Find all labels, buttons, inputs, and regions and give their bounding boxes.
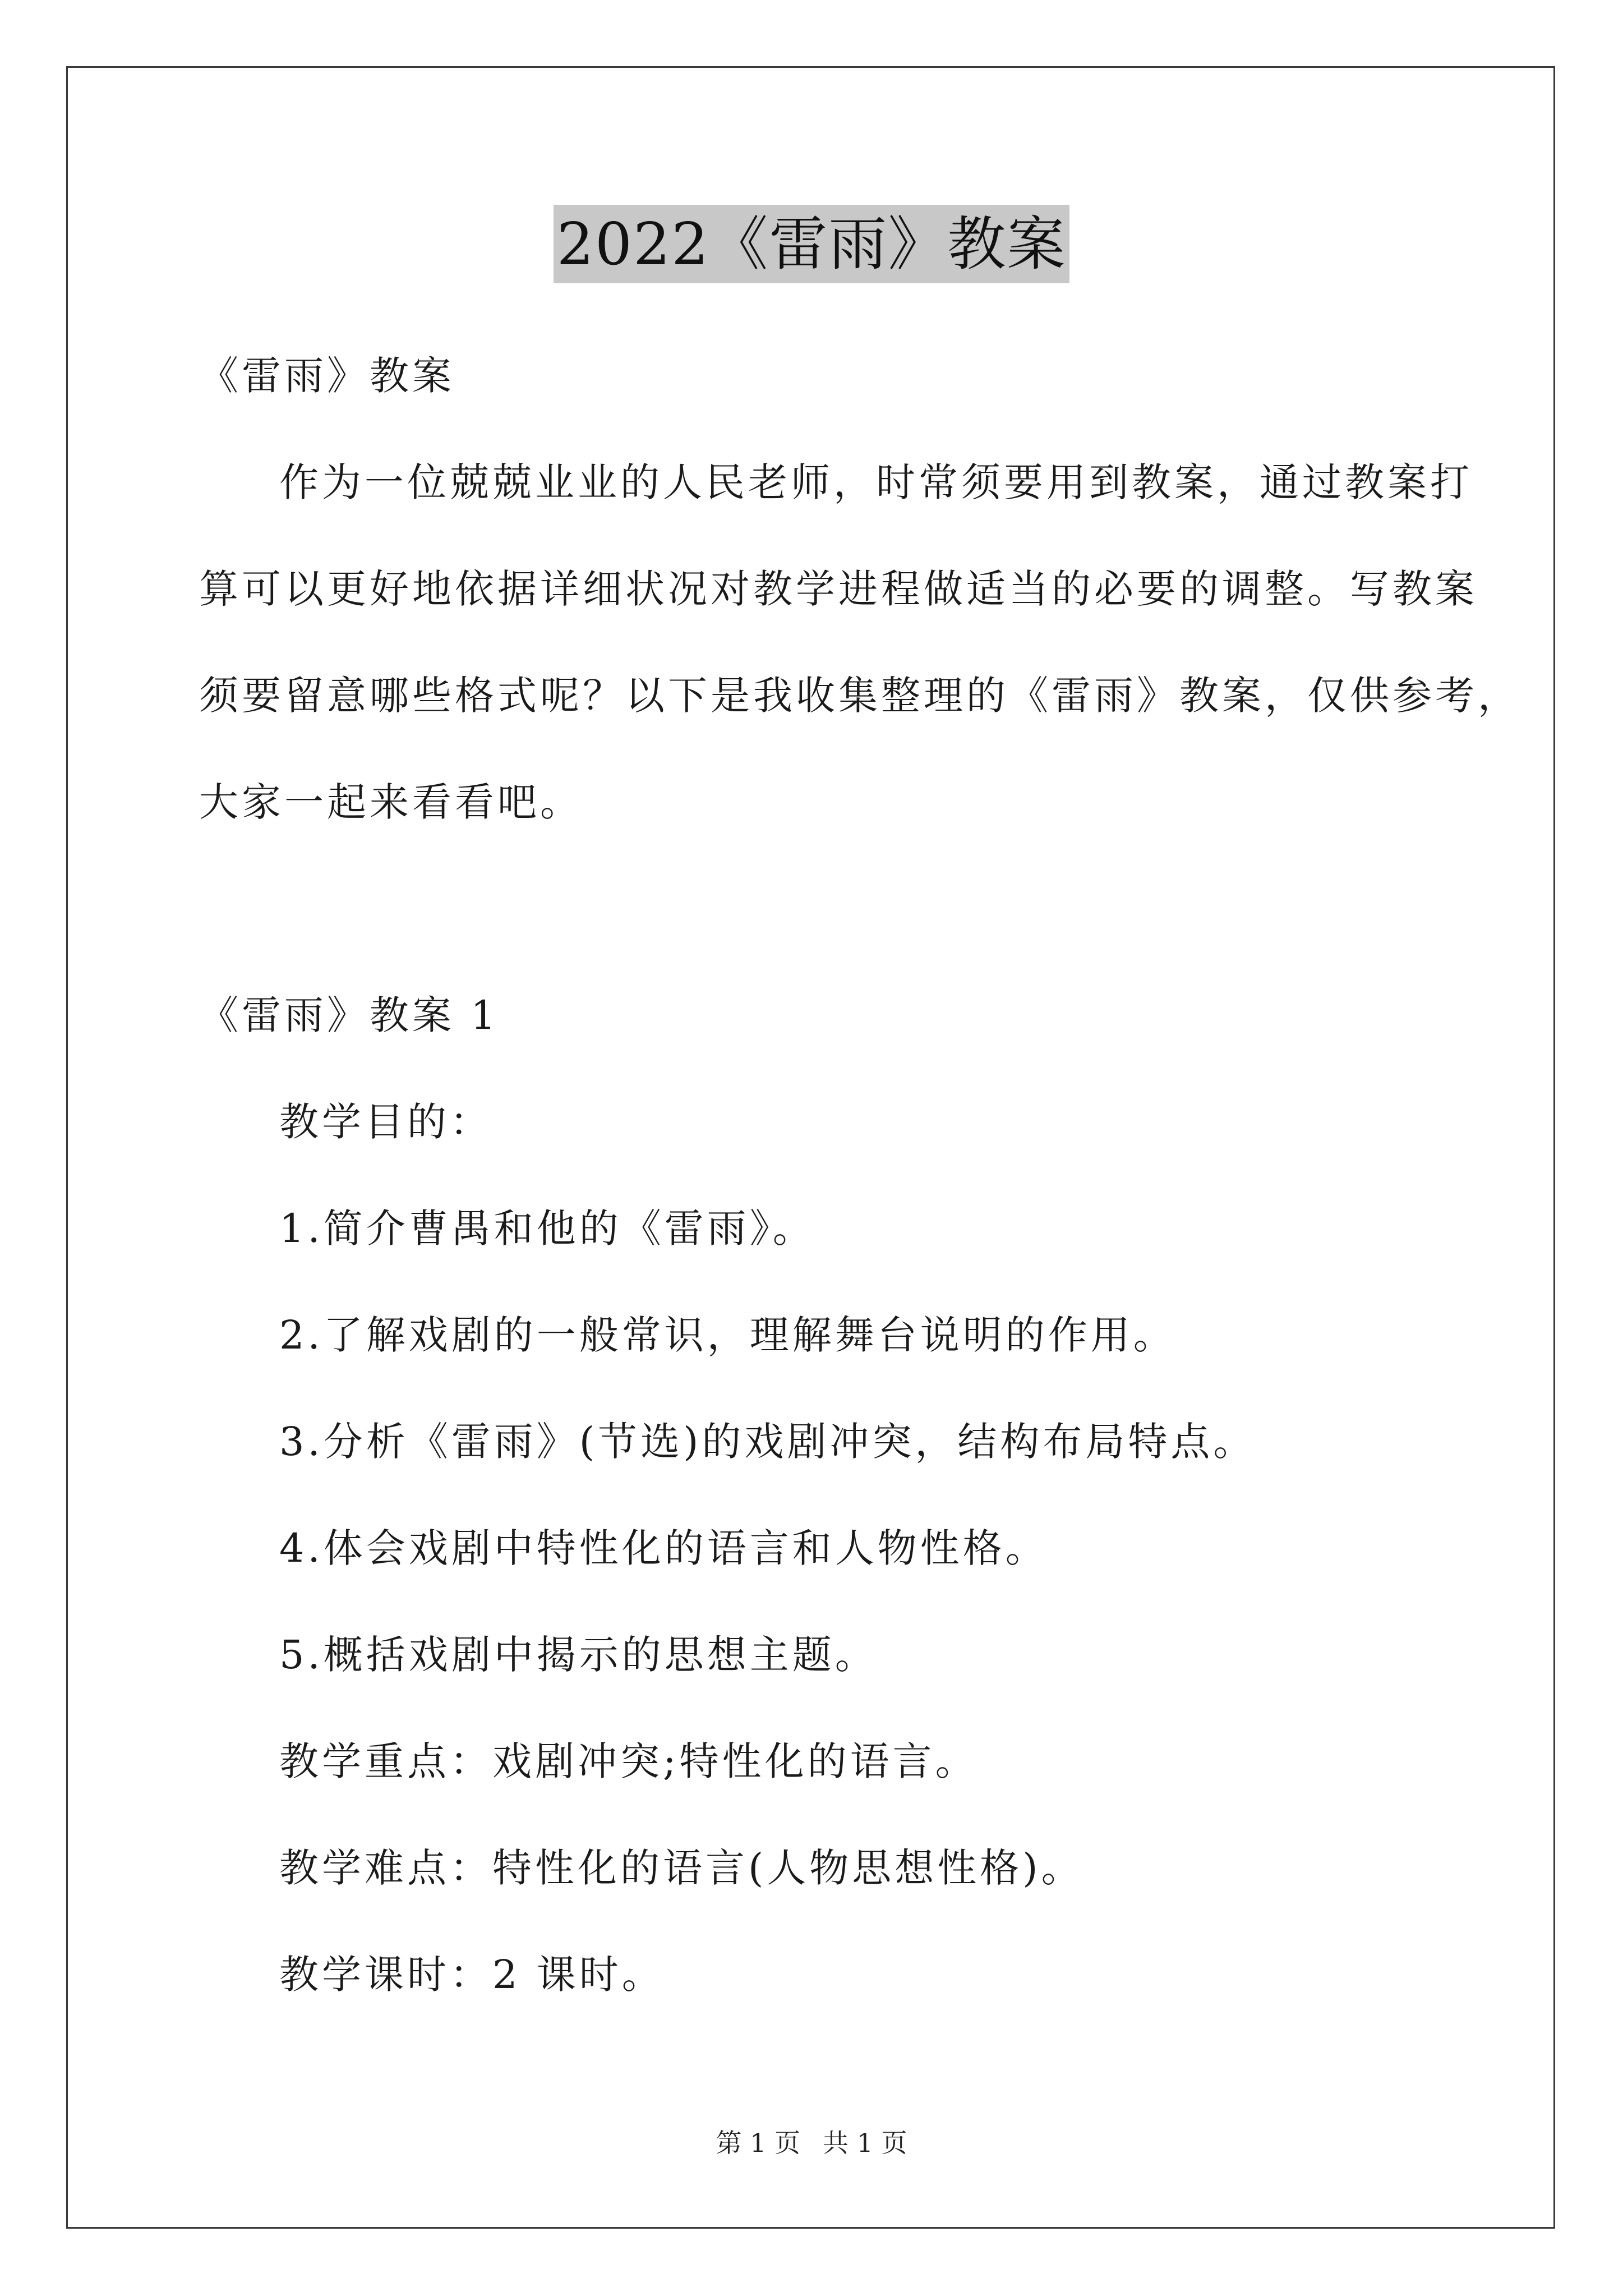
key-points: 教学重点：戏剧冲突;特性化的语言。	[279, 1738, 978, 1784]
objectives-label: 教学目的：	[279, 1099, 492, 1145]
objective-item: 5.概括戏剧中揭示的思想主题。	[279, 1632, 878, 1678]
intro-line-2: 算可以更好地依据详细状况对教学进程做适当的必要的调整。写教案	[199, 566, 1478, 612]
page-footer	[0, 2126, 1623, 2160]
objective-item: 4.体会戏剧中特性化的语言和人物性格。	[279, 1525, 1048, 1571]
document-subtitle: 《雷雨》教案	[199, 353, 455, 399]
title-container	[0, 205, 1623, 283]
page-total: 共 1 页	[823, 2128, 907, 2158]
page-number: 第 1 页	[716, 2128, 800, 2158]
intro-line-1: 作为一位兢兢业业的人民老师，时常须要用到教案，通过教案打	[279, 459, 1473, 505]
objective-item: 3.分析《雷雨》(节选)的戏剧冲突，结构布局特点。	[279, 1419, 1256, 1465]
document-title: 2022《雷雨》教案	[554, 205, 1070, 283]
intro-line-3: 须要留意哪些格式呢？以下是我收集整理的《雷雨》教案，仅供参考，	[199, 673, 1520, 719]
difficulties: 教学难点：特性化的语言(人物思想性格)。	[279, 1845, 1084, 1891]
class-hours: 教学课时：2 课时。	[279, 1952, 665, 1998]
objective-item: 2.了解戏剧的一般常识，理解舞台说明的作用。	[279, 1312, 1176, 1358]
section-heading: 《雷雨》教案 1	[199, 992, 499, 1038]
objective-item: 1.简介曹禺和他的《雷雨》。	[279, 1205, 815, 1251]
intro-line-4: 大家一起来看看吧。	[199, 779, 583, 825]
